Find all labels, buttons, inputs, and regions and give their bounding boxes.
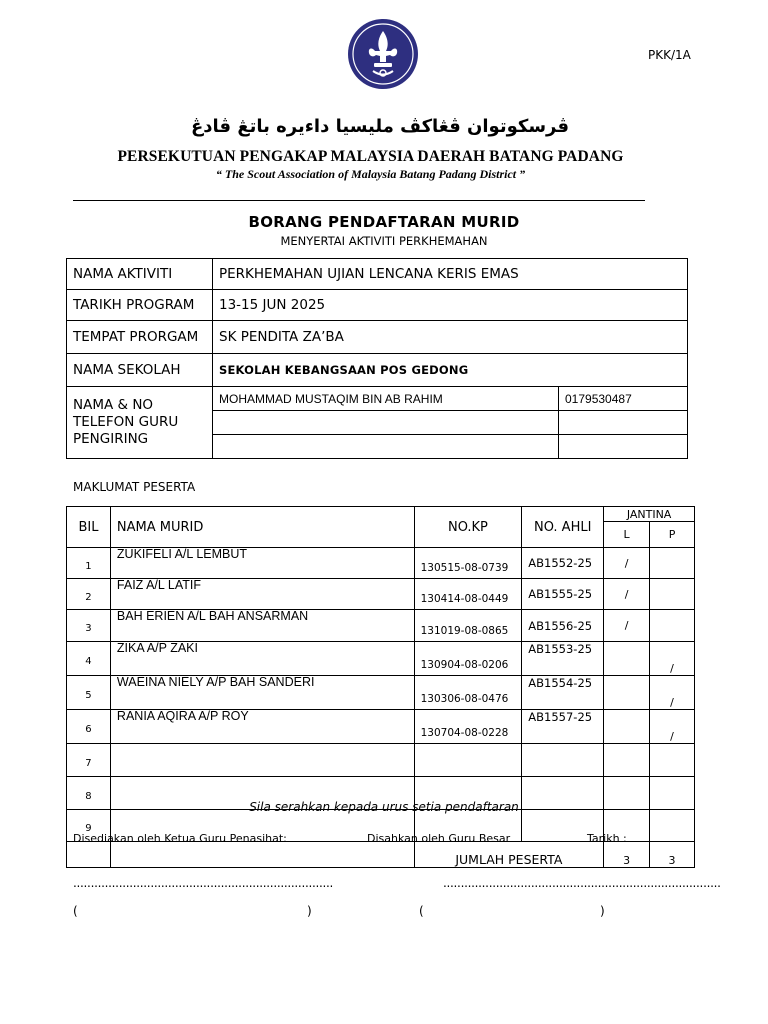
guru-name-empty: [213, 435, 559, 459]
col-kp: NO.KP: [414, 507, 522, 548]
participant-male: /: [604, 548, 650, 579]
participant-ahli: [522, 744, 604, 777]
participant-female: [650, 548, 695, 579]
participant-bil: 2: [67, 579, 111, 610]
col-gender: JANTINA: [604, 507, 695, 522]
col-male: L: [604, 522, 650, 548]
total-empty: [67, 842, 111, 868]
total-male: 3: [604, 842, 650, 868]
guru-name-empty: [213, 411, 559, 435]
participant-name: ZUKIFELI A/L LEMBUT: [110, 548, 414, 579]
header-divider: [73, 200, 645, 201]
signature-line-headmaster: ...............................................................................: [443, 876, 721, 890]
table-row: [67, 710, 695, 744]
name-close-paren: ): [600, 904, 605, 918]
participant-bil: 6: [67, 710, 111, 744]
col-female: P: [650, 522, 695, 548]
participant-female: /: [650, 710, 695, 744]
participant-bil: 8: [67, 777, 111, 810]
table-row: [67, 579, 695, 610]
participant-name: RANIA AQIRA A/P ROY: [110, 710, 414, 744]
participant-ahli: AB1556-25: [522, 610, 604, 642]
signature-line-adviser: ..........................................................................: [73, 876, 334, 890]
organization-name: PERSEKUTUAN PENGAKAP MALAYSIA DAERAH BATANG PADANG: [117, 148, 624, 165]
activity-label: NAMA AKTIVITI: [67, 259, 213, 290]
jawi-organization: ڤرسکوتوان ڤڠاکڤ مليسيا داءيره باتڠ ڤادڠ: [190, 116, 570, 137]
participant-female: [650, 810, 695, 842]
participant-male: [604, 744, 650, 777]
table-row: [67, 610, 695, 642]
participant-kp: 130306-08-0476: [414, 676, 522, 710]
participant-name: FAIZ A/L LATIF: [110, 579, 414, 610]
participant-female: /: [650, 642, 695, 676]
table-row: [67, 548, 695, 579]
total-empty: [110, 842, 414, 868]
participant-kp: 131019-08-0865: [414, 610, 522, 642]
guru-phone-empty: [559, 435, 688, 459]
total-label: JUMLAH PESERTA: [414, 842, 604, 868]
submission-note: Sila serahkan kepada urus setia pendaftaran: [249, 800, 519, 814]
prepared-by-label: Disediakan oleh Ketua Guru Penasihat:: [73, 832, 287, 845]
name-open-paren: (: [73, 904, 78, 918]
participant-bil: 7: [67, 744, 111, 777]
participant-female: /: [650, 676, 695, 710]
participant-ahli: AB1557-25: [522, 710, 604, 744]
form-code: PKK/1A: [648, 48, 691, 62]
participant-male: [604, 676, 650, 710]
participant-name: WAEINA NIELY A/P BAH SANDERI: [110, 676, 414, 710]
participants-heading: MAKLUMAT PESERTA: [73, 480, 196, 494]
form-subtitle: MENYERTAI AKTIVITI PERKHEMAHAN: [280, 234, 488, 248]
participant-bil: 5: [67, 676, 111, 710]
participant-kp: [414, 744, 522, 777]
participant-male: /: [604, 579, 650, 610]
total-female: 3: [650, 842, 695, 868]
col-bil: BIL: [67, 507, 111, 548]
guru-phone: 0179530487: [559, 387, 688, 411]
participant-male: [604, 710, 650, 744]
participant-name: BAH ERIEN A/L BAH ANSARMAN: [110, 610, 414, 642]
participant-name: [110, 744, 414, 777]
form-title: BORANG PENDAFTARAN MURID: [248, 213, 520, 231]
activity-value: PERKHEMAHAN UJIAN LENCANA KERIS EMAS: [213, 259, 688, 290]
participant-female: [650, 610, 695, 642]
approved-by-label: Disahkan oleh Guru Besar: [367, 832, 511, 845]
participant-ahli: AB1553-25: [522, 642, 604, 676]
guru-label: NAMA & NO TELEFON GURU PENGIRING: [67, 387, 213, 459]
date-value: 13-15 JUN 2025: [213, 290, 688, 321]
col-name: NAMA MURID: [110, 507, 414, 548]
participant-bil: 1: [67, 548, 111, 579]
participant-ahli: AB1552-25: [522, 548, 604, 579]
participant-bil: 9: [67, 810, 111, 842]
participant-bil: 4: [67, 642, 111, 676]
organization-name-en: “ The Scout Association of Malaysia Batang Padang District ”: [215, 167, 526, 181]
table-row: [67, 642, 695, 676]
place-label: TEMPAT PRORGAM: [67, 321, 213, 354]
participant-kp: 130515-08-0739: [414, 548, 522, 579]
participant-male: [604, 642, 650, 676]
participant-kp: 130414-08-0449: [414, 579, 522, 610]
scout-emblem-icon: [347, 18, 419, 90]
table-row: [67, 744, 695, 777]
name-open-paren: (: [419, 904, 424, 918]
guru-name: MOHAMMAD MUSTAQIM BIN AB RAHIM: [213, 387, 559, 411]
table-row: [67, 676, 695, 710]
participant-female: [650, 744, 695, 777]
guru-phone-empty: [559, 411, 688, 435]
participant-male: /: [604, 610, 650, 642]
date-sign-label: Tarikh :: [587, 832, 627, 845]
col-ahli: NO. AHLI: [522, 507, 604, 548]
participant-kp: 130704-08-0228: [414, 710, 522, 744]
date-label: TARIKH PROGRAM: [67, 290, 213, 321]
participant-female: [650, 579, 695, 610]
participant-ahli: AB1554-25: [522, 676, 604, 710]
name-close-paren: ): [307, 904, 312, 918]
activity-info-table: [66, 258, 688, 459]
participant-ahli: AB1555-25: [522, 579, 604, 610]
participant-name: ZIKA A/P ZAKI: [110, 642, 414, 676]
school-value: SEKOLAH KEBANGSAAN POS GEDONG: [213, 354, 688, 387]
place-value: SK PENDITA ZA’BA: [213, 321, 688, 354]
participant-kp: 130904-08-0206: [414, 642, 522, 676]
school-label: NAMA SEKOLAH: [67, 354, 213, 387]
participant-bil: 3: [67, 610, 111, 642]
